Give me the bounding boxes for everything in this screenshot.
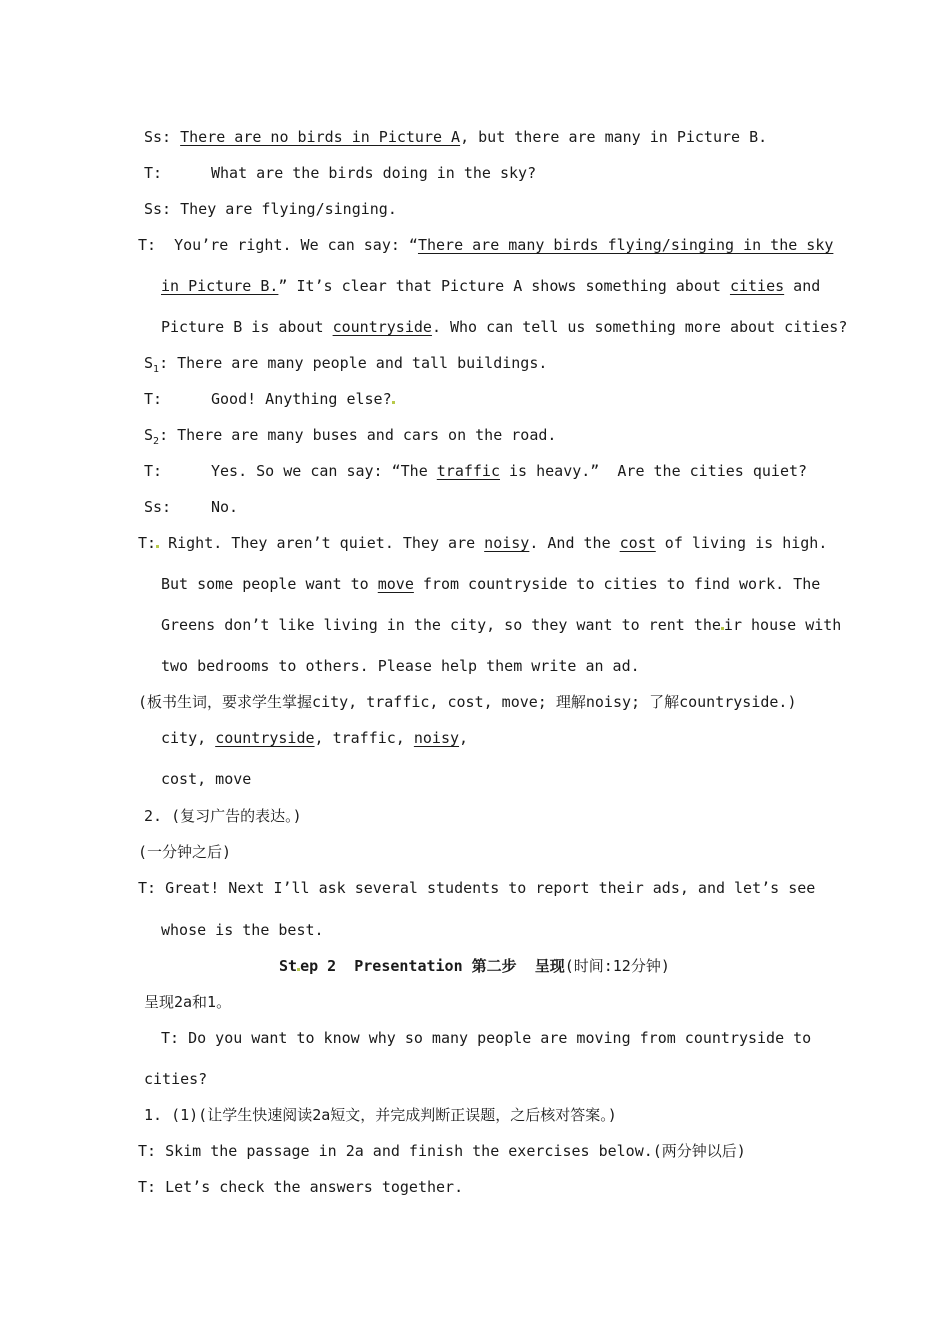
step-heading: St ep 2 Presentation 第二步 呈现(时间:12分钟) [279, 957, 670, 975]
teacher-note: 2. (复习广告的表达。) [144, 807, 302, 825]
dialogue-continuation: Picture B is about countryside. Who can tell us something more about cities? [161, 318, 848, 336]
vocab-list: city, countryside, traffic, noisy, [161, 729, 469, 747]
dialogue-line [144, 163, 162, 183]
vocab-word: cost [619, 534, 656, 552]
teacher-note: (板书生词，要求学生掌握city, traffic, cost, move; 理解noisy; 了解countryside.) [138, 693, 797, 711]
vocab-word: countryside [215, 729, 315, 747]
vocab-word: countryside [332, 318, 432, 336]
dialogue-line: T: Let’s check the answers together. [138, 1178, 464, 1196]
speaker-label: T: [138, 236, 157, 254]
teacher-note: 1. (1)(让学生快速阅读2a短文，并完成判断正误题，之后核对答案。) [144, 1106, 617, 1124]
speaker-label: S [144, 426, 154, 444]
vocab-word: traffic [436, 462, 500, 480]
speaker-label: Ss: [144, 200, 172, 218]
dialogue-line [144, 461, 162, 481]
dialogue-line: T: Right. They aren’t quiet. They are noisy. And the cost of living is high. [138, 534, 828, 552]
underlined-phrase: in Picture B. [161, 277, 279, 295]
dialogue-continuation: two bedrooms to others. Please help them write an ad. [161, 657, 640, 675]
dialogue-line: T: You’re right. We can say: “There are many birds flying/singing in the sky [138, 236, 834, 254]
dialogue-line [144, 389, 162, 409]
dialogue-text: Good! Anything else? [211, 389, 395, 409]
speaker-label: Ss: [144, 128, 172, 146]
vocab-word: move [377, 575, 414, 593]
vocab-word: noisy [413, 729, 460, 747]
dialogue-line: T: Do you want to know why so many people are moving from countryside to [161, 1029, 812, 1047]
dialogue-line: $S_2$: There are many buses and cars on the road. [144, 426, 557, 447]
speaker-label: T: [138, 879, 157, 897]
underlined-phrase: There are many birds flying/singing in the sky [417, 236, 834, 254]
dialogue-line: T: Great! Next I’ll ask several students to report their ads, and let’s see [138, 879, 816, 897]
dialogue-text: No. [211, 498, 239, 516]
dialogue-continuation: whose is the best. [161, 921, 324, 939]
underlined-phrase: There are no birds in Picture A [180, 128, 461, 146]
speaker-label: T: [144, 462, 163, 480]
teacher-note: 呈现2a和1。 [144, 993, 232, 1011]
dialogue-continuation: Greens don’t like living in the city, so they want to rent the ir house with [161, 616, 842, 634]
dialogue-continuation: cities? [144, 1070, 208, 1088]
speaker-label: S [144, 354, 154, 372]
dialogue-text: Yes. So we can say: “The traffic is heavy.” Are the cities quiet? [211, 462, 808, 480]
speaker-label: Ss: [144, 498, 172, 516]
green-dot-mark [392, 401, 395, 404]
teacher-note: (一分钟之后) [138, 843, 232, 861]
vocab-word: cities [729, 277, 785, 295]
dialogue-text: What are the birds doing in the sky? [211, 164, 537, 182]
dialogue-line [144, 497, 171, 517]
dialogue-line: Ss: There are no birds in Picture A, but there are many in Picture B. [144, 128, 768, 146]
step-time: (时间:12分钟) [564, 957, 670, 975]
vocab-list: cost, move [161, 770, 252, 788]
dialogue-continuation: in Picture B.” It’s clear that Picture A shows something about cities and [161, 277, 821, 295]
dialogue-line: Ss: They are flying/singing. [144, 200, 397, 218]
vocab-word: noisy [484, 534, 530, 552]
dialogue-line: $S_1$: There are many people and tall buildings. [144, 354, 548, 375]
dialogue-line: T: Skim the passage in 2a and finish the exercises below.(两分钟以后) [138, 1142, 746, 1160]
speaker-label: T: [144, 164, 163, 182]
speaker-label: T: [144, 390, 163, 408]
dialogue-continuation: But some people want to move from countryside to cities to find work. The [161, 575, 821, 593]
speaker-label: T: [138, 534, 157, 552]
